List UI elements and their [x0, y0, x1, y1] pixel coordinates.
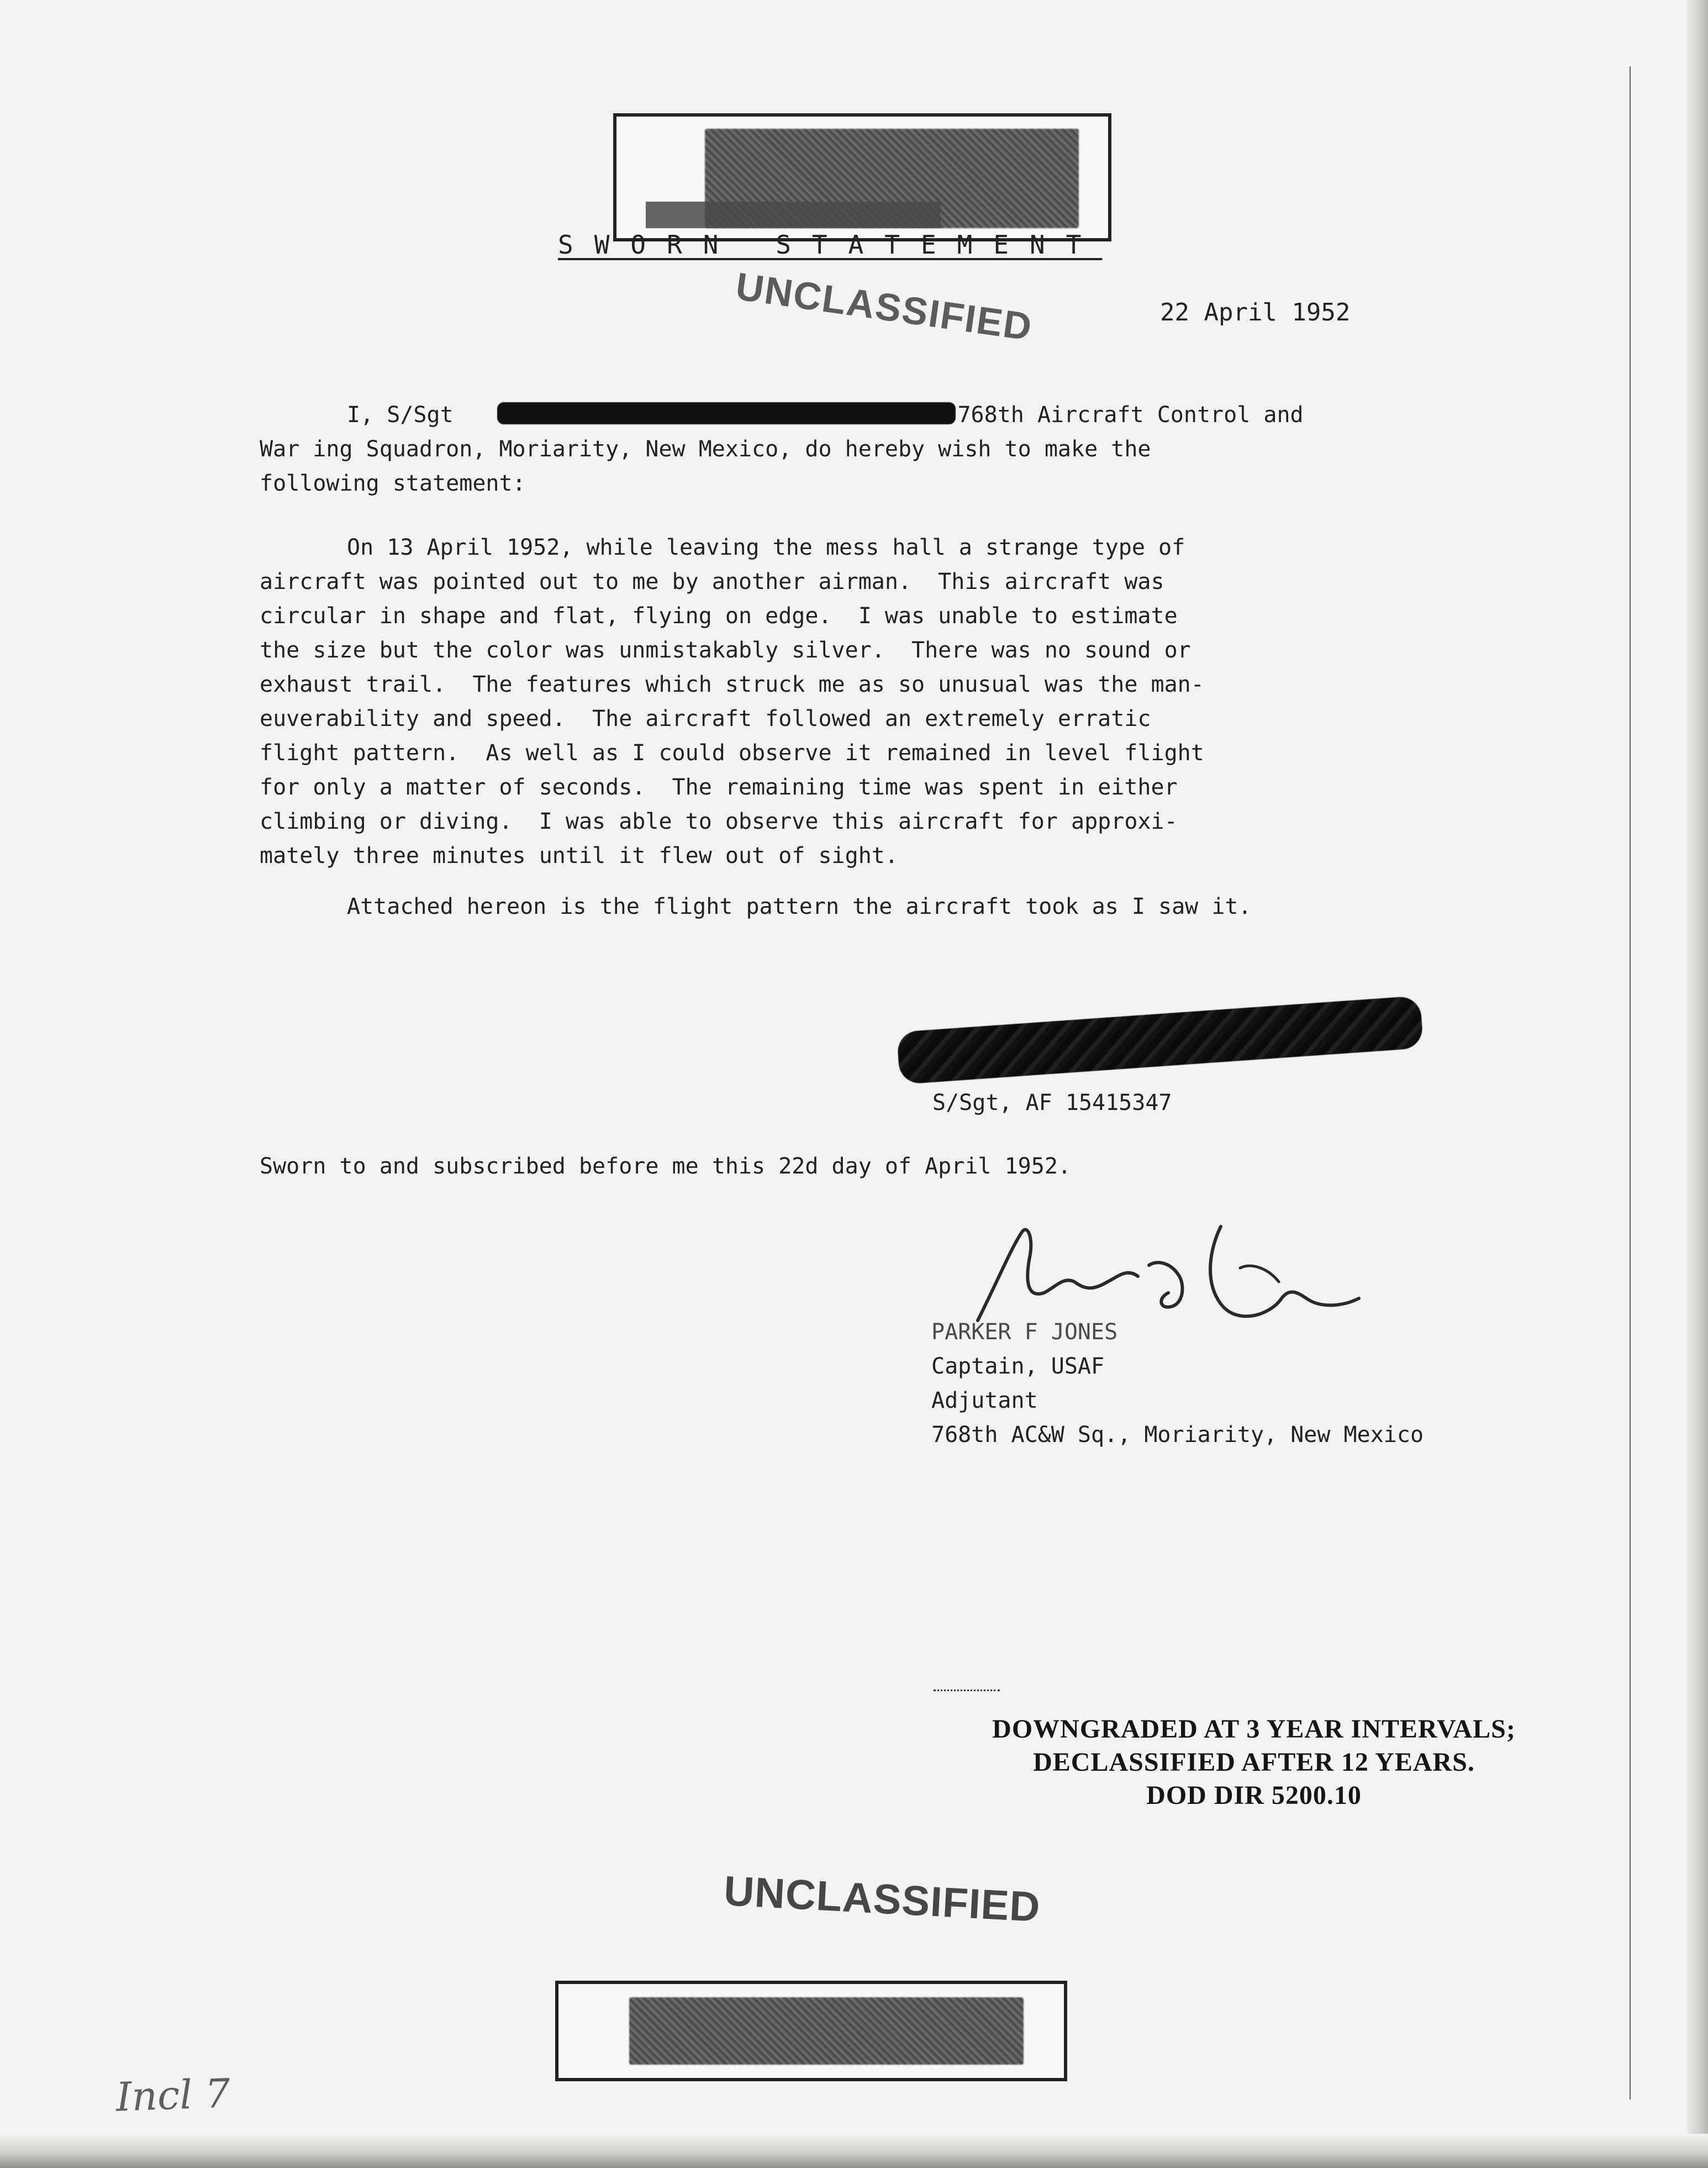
- intro-line-3: following statement:: [260, 471, 526, 496]
- paragraph-line-5: exhaust trail. The features which struck me as so unusual was the man-: [260, 672, 1204, 697]
- intro-line-2: War ing Squadron, Moriarity, New Mexico, do hereby wish to make the: [260, 436, 1151, 462]
- document-title: SWORN STATEMENT: [558, 230, 1103, 260]
- downgrade-line-1: DOWNGRADED AT 3 YEAR INTERVALS;: [992, 1714, 1516, 1744]
- officer-title: Adjutant: [931, 1388, 1038, 1413]
- officer-unit: 768th AC&W Sq., Moriarity, New Mexico: [931, 1422, 1424, 1448]
- paragraph-line-9: climbing or diving. I was able to observe this aircraft for approxi-: [260, 809, 1178, 834]
- paragraph-line-3: circular in shape and flat, flying on edge. I was unable to estimate: [260, 603, 1178, 629]
- downgrade-dotted-line: [934, 1690, 1000, 1691]
- bottom-unclassified-stamp: UNCLASSIFIED: [723, 1867, 1042, 1931]
- officer-signature: [961, 1215, 1381, 1332]
- downgrade-line-3: DOD DIR 5200.10: [1146, 1781, 1362, 1810]
- sgt-id: S/Sgt, AF 15415347: [932, 1090, 1172, 1115]
- intro-line-1: I, S/Sgt: [347, 402, 467, 428]
- paragraph-line-6: euverability and speed. The aircraft followed an extremely erratic: [260, 706, 1151, 732]
- bottom-classification-box: [555, 1981, 1067, 2081]
- handwritten-inclusion-note: Incl 7: [115, 2070, 231, 2120]
- attached-line: Attached hereon is the flight pattern the aircraft took as I saw it.: [347, 894, 1252, 919]
- paragraph-line-10: mately three minutes until it flew out of sight.: [260, 843, 898, 869]
- bottom-classification-smudge: [629, 1997, 1024, 2065]
- document-date: 22 April 1952: [1160, 298, 1351, 327]
- officer-signature-svg: [961, 1215, 1381, 1332]
- paragraph-line-7: flight pattern. As well as I could observe it remained in level flight: [260, 740, 1204, 766]
- top-classification-bar: [646, 202, 941, 228]
- paragraph-line-2: aircraft was pointed out to me by another airman. This aircraft was: [260, 569, 1164, 594]
- page-edge: [1687, 0, 1708, 2168]
- right-margin-rule: [1630, 66, 1631, 2099]
- sgt-signature-redaction: [897, 996, 1424, 1085]
- paragraph-line-4: the size but the color was unmistakably silver. There was no sound or: [260, 638, 1191, 663]
- intro-line-1-cont: 768th Aircraft Control and: [718, 402, 1304, 428]
- officer-name: PARKER F JONES: [931, 1319, 1118, 1345]
- paragraph-line-8: for only a matter of seconds. The remaining time was spent in either: [260, 775, 1178, 800]
- officer-rank: Captain, USAF: [931, 1354, 1105, 1379]
- top-classification-box: [613, 113, 1111, 241]
- top-unclassified-stamp: UNCLASSIFIED: [733, 264, 1036, 349]
- sworn-line: Sworn to and subscribed before me this 22d day of April 1952.: [260, 1154, 1072, 1179]
- paragraph-line-1: On 13 April 1952, while leaving the mess hall a strange type of: [347, 535, 1185, 560]
- page-bottom-edge: [0, 2134, 1708, 2168]
- downgrade-line-2: DECLASSIFIED AFTER 12 YEARS.: [1033, 1748, 1475, 1777]
